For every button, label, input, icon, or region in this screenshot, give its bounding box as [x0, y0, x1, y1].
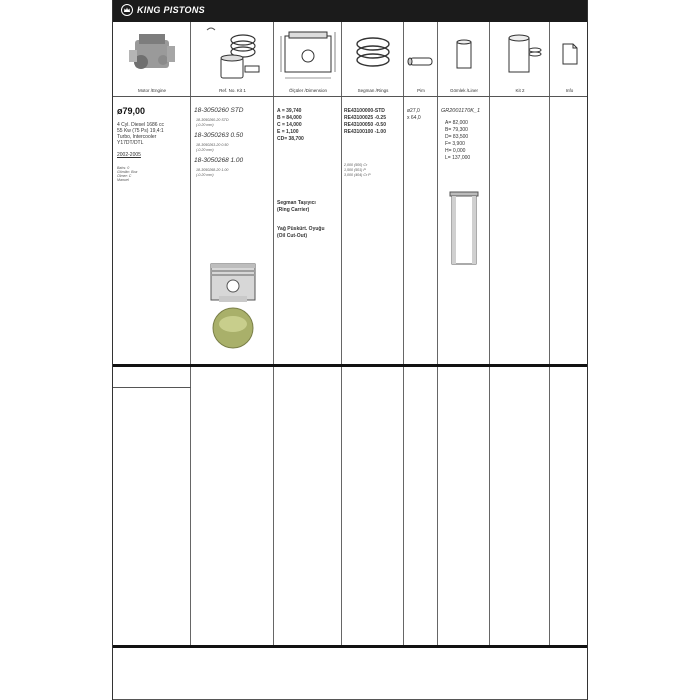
- lower-column-engine: [113, 367, 191, 645]
- dimension-c: C = 14,000: [277, 122, 302, 128]
- engine-note-3: Ölmer: C: [117, 174, 132, 178]
- header-pin: Pim: [417, 88, 425, 93]
- header-liner: Gömlek /Liner: [449, 88, 478, 93]
- pin-diameter: ø27,0: [407, 108, 420, 114]
- header-engine: Motor /Engine: [137, 88, 166, 93]
- ref-sub-1b: (-0.20 mm): [196, 123, 214, 127]
- ref-sub-2a: 18-3050263-20 0.50: [196, 143, 229, 147]
- lower-column-info: [550, 367, 589, 645]
- dimension-e: E = 1,100: [277, 129, 299, 135]
- brand-logo: [121, 4, 205, 16]
- ref-main-1: 18-3050260 STD: [194, 107, 244, 114]
- liner-a: A= 82,000: [445, 120, 468, 126]
- engine-image: [121, 22, 185, 88]
- ref-sub-1a: 18-3050260-20 STD: [196, 118, 229, 122]
- engine-note-4: Manuel: [117, 178, 129, 182]
- ring-spec-1: 2,000 (500) Cr: [344, 163, 368, 167]
- lower-column-ref: [191, 367, 274, 645]
- ring-ref-4: RE43100100 -1.00: [344, 129, 386, 135]
- brand-name: KING PISTONS: [137, 5, 205, 15]
- engine-note-1: Bahs: 0: [117, 166, 130, 170]
- ring-spec-2: 1,500 (501) P: [344, 168, 366, 172]
- ref-sub-2b: (-0.20 mm): [196, 148, 214, 152]
- dimension-cd: CD= 38,700: [277, 136, 304, 142]
- oil-cutout-en: (Oil Cut-Out): [277, 233, 307, 239]
- engine-spec-3: Turbo, Intercooler: [117, 134, 157, 140]
- ring-ref-3: RE43100050 -0.50: [344, 122, 386, 128]
- ring-carrier-label: Segman Taşıyıcı: [277, 200, 316, 206]
- liner-h: H= 0,000: [445, 148, 466, 154]
- liner-f: F= 3,900: [445, 141, 465, 147]
- ring-carrier-en: (Ring Carrier): [277, 207, 310, 213]
- header-dimension: Ölçüler /Dimension: [288, 88, 327, 93]
- engine-spec-4: Y17DT/DTL: [117, 140, 144, 146]
- liner-d: D= 83,500: [445, 134, 469, 140]
- lower-column-kit2: [490, 367, 550, 645]
- header-divider: [113, 96, 587, 97]
- dimension-diagram: [277, 22, 339, 88]
- ring-ref-1: RE43100000-STD: [344, 108, 385, 114]
- header-info: Info: [565, 88, 574, 93]
- engine-spec-1: 4 Cyl. Diesel 1686 cc: [117, 122, 164, 128]
- lower-column-rings: [342, 367, 404, 645]
- pin-image: [406, 22, 436, 88]
- kit2-image: [495, 22, 545, 88]
- ref-main-3: 18-3050268 1.00: [194, 157, 244, 164]
- oil-cutout-label: Yağ Püskürt. Oyuğu: [277, 226, 325, 232]
- pin-length: x 64,0: [407, 115, 421, 121]
- piston-image: [201, 258, 265, 350]
- lower-column-pin: [404, 367, 438, 645]
- liner-l: L= 137,000: [445, 155, 471, 161]
- document-icon: [557, 22, 583, 88]
- header-ref: Ref. No. Kit 1: [219, 88, 246, 93]
- ring-ref-2: RE43100025 -0.25: [344, 115, 386, 121]
- ref-sub-3a: 18-3050268-20 1.00: [196, 168, 229, 172]
- ref-sub-3b: (-0.20 mm): [196, 173, 214, 177]
- catalog-sheet: [112, 0, 588, 700]
- dimension-b: B = 84,000: [277, 115, 302, 121]
- ring-spec-3: 3,000 (404) Cr P: [344, 173, 371, 177]
- ref-main-2: 18-3050263 0.50: [194, 132, 244, 139]
- lower-column-liner: [438, 367, 490, 645]
- engine-cell-divider: [113, 387, 191, 388]
- engine-diameter: ø79,00: [117, 106, 146, 116]
- rings-image: [347, 22, 399, 88]
- liner-ref: GR2001170K_1: [441, 108, 481, 114]
- brand-bar: [113, 0, 587, 22]
- liner-drawing: [446, 188, 482, 268]
- dimension-a: A = 39,740: [277, 108, 302, 114]
- piston-kit-image: [199, 22, 267, 88]
- header-rings: Segman /Rings: [357, 88, 389, 93]
- engine-years: 2002-2005: [117, 152, 141, 158]
- bottom-divider: [113, 645, 587, 648]
- lower-column-dimension: [274, 367, 342, 645]
- header-kit2: Kit 2: [515, 88, 525, 93]
- crown-icon: [121, 4, 133, 16]
- engine-spec-2: 55 Kw (75 Ps) 19,4:1: [117, 128, 164, 134]
- engine-note-2: Gömlkc: Boz: [117, 170, 138, 174]
- liner-b: B= 79,300: [445, 127, 468, 133]
- liner-image: [443, 22, 485, 88]
